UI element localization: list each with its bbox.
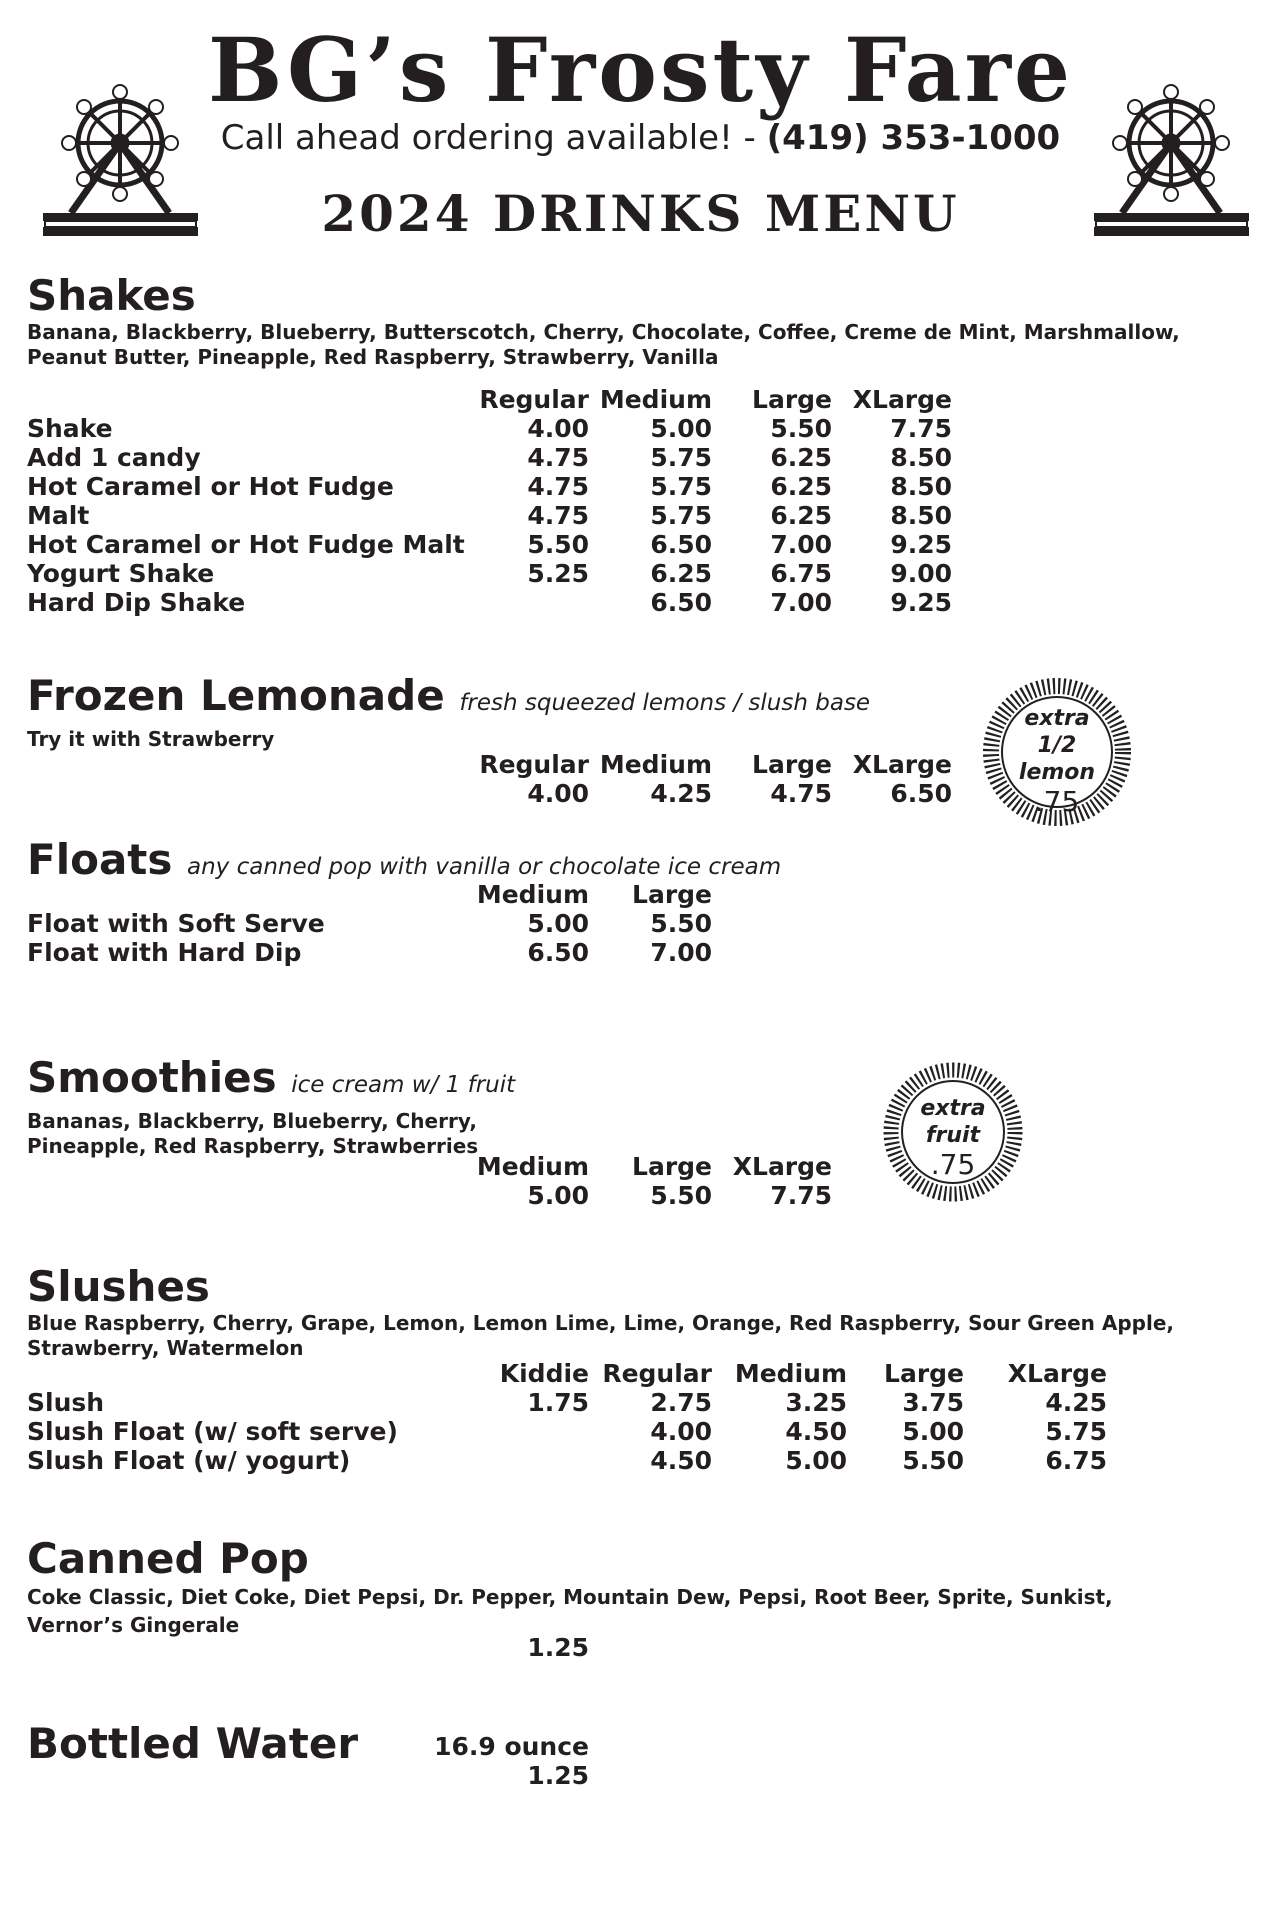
- price: 4.25: [650, 779, 712, 808]
- price: 5.75: [650, 472, 712, 501]
- price: 6.50: [650, 588, 712, 617]
- price: 7.00: [650, 938, 712, 967]
- price: 4.00: [527, 779, 589, 808]
- price: 6.25: [770, 472, 832, 501]
- price: 7.00: [770, 588, 832, 617]
- ferris-wheel-icon: [43, 78, 198, 238]
- price: 8.50: [890, 443, 952, 472]
- price: 4.75: [770, 779, 832, 808]
- price: 5.50: [527, 530, 589, 559]
- badge-line: 1/2: [1037, 733, 1077, 758]
- item-name: Hot Caramel or Hot Fudge Malt: [27, 530, 465, 559]
- lemonade-section: [27, 672, 1027, 752]
- call-ahead-text: Call ahead ordering available! -: [220, 118, 767, 158]
- price: 5.00: [902, 1417, 964, 1446]
- size-medium: Medium: [599, 385, 712, 414]
- item-name: Hard Dip Shake: [27, 588, 246, 617]
- item-name: Malt: [27, 501, 90, 530]
- price: 9.00: [890, 559, 952, 588]
- price: 6.50: [650, 530, 712, 559]
- price: 5.75: [650, 443, 712, 472]
- price: 1.75: [527, 1388, 589, 1417]
- slushes-section: [27, 1263, 1257, 1361]
- price: 5.75: [1045, 1417, 1107, 1446]
- badge-line: fruit: [925, 1123, 981, 1148]
- slushes-flavors-line1: Blue Raspberry, Cherry, Grape, Lemon, Lemon Lime, Lime, Orange, Red Raspberry, Sour Green Apple,: [27, 1311, 1175, 1335]
- badge-line: extra: [1024, 706, 1090, 731]
- price: 1.25: [527, 1761, 589, 1790]
- shakes-heading: Shakes: [27, 271, 196, 320]
- shakes-flavors-line1: Banana, Blackberry, Blueberry, Butterscotch, Cherry, Chocolate, Coffee, Creme de Mint, Marshmallow,: [27, 320, 1180, 344]
- item-name: Slush Float (w/ soft serve): [27, 1417, 398, 1446]
- restaurant-title: BG’s Frosty Fare: [208, 18, 1073, 122]
- price: 4.00: [650, 1417, 712, 1446]
- size-xlarge: XLarge: [732, 1152, 832, 1181]
- water-size: 16.9 ounce: [434, 1732, 589, 1761]
- pop-price-row: [27, 1633, 1257, 1662]
- price: 1.25: [527, 1633, 589, 1662]
- size-medium: Medium: [734, 1359, 847, 1388]
- pop-section: [27, 1535, 1257, 1639]
- menu-row: [27, 1181, 1257, 1210]
- size-medium: Medium: [476, 1152, 589, 1181]
- smoothies-size-header: [27, 1152, 1257, 1181]
- pop-list-line1: Coke Classic, Diet Coke, Diet Pepsi, Dr. Pepper, Mountain Dew, Pepsi, Root Beer, Sprite, Sunkist,: [27, 1585, 1113, 1609]
- slushes-flavors-line2: Strawberry, Watermelon: [27, 1336, 304, 1360]
- badge-price: .75: [930, 1148, 976, 1181]
- item-name: Slush: [27, 1388, 105, 1417]
- size-xlarge: XLarge: [852, 750, 952, 779]
- item-name: Slush Float (w/ yogurt): [27, 1446, 351, 1475]
- smoothies-flavors-line1: Bananas, Blackberry, Blueberry, Cherry,: [27, 1109, 477, 1133]
- size-large: Large: [884, 1359, 964, 1388]
- lemonade-tagline: fresh squeezed lemons / slush base: [459, 690, 871, 716]
- price: 4.50: [785, 1417, 847, 1446]
- size-xlarge: XLarge: [852, 385, 952, 414]
- size-medium: Medium: [476, 880, 589, 909]
- price: 9.25: [890, 588, 952, 617]
- shakes-section: [27, 272, 1257, 370]
- pop-list-line2: Vernor’s Gingerale: [27, 1613, 240, 1637]
- price: 7.00: [770, 530, 832, 559]
- size-large: Large: [632, 1152, 712, 1181]
- price: 4.25: [1045, 1388, 1107, 1417]
- price: 8.50: [890, 501, 952, 530]
- shakes-flavors-line2: Peanut Butter, Pineapple, Red Raspberry, Strawberry, Vanilla: [27, 345, 719, 369]
- badge-line: extra: [920, 1096, 986, 1121]
- price: 4.75: [527, 443, 589, 472]
- smoothies-tagline: ice cream w/ 1 fruit: [291, 1072, 516, 1098]
- price: 6.50: [890, 779, 952, 808]
- lemonade-note: Try it with Strawberry: [27, 727, 275, 751]
- water-size-header: [27, 1732, 1257, 1761]
- size-xlarge: XLarge: [1007, 1359, 1107, 1388]
- price: 4.75: [527, 501, 589, 530]
- menu-row: [27, 1761, 1257, 1790]
- price: 5.00: [527, 1181, 589, 1210]
- price: 5.50: [650, 1181, 712, 1210]
- price: 4.00: [527, 414, 589, 443]
- size-regular: Regular: [479, 385, 589, 414]
- extra-lemon-badge: [982, 677, 1132, 827]
- price: 5.00: [527, 909, 589, 938]
- menu-row: [27, 938, 1257, 967]
- price: 6.75: [1045, 1446, 1107, 1475]
- menu-row: [27, 501, 1257, 530]
- price: 9.25: [890, 530, 952, 559]
- price: 6.25: [650, 559, 712, 588]
- size-large: Large: [752, 385, 832, 414]
- phone-number[interactable]: (419) 353-1000: [766, 118, 1061, 158]
- price: 4.75: [527, 472, 589, 501]
- size-large: Large: [632, 880, 712, 909]
- item-name: Hot Caramel or Hot Fudge: [27, 472, 394, 501]
- menu-row: [27, 472, 1257, 501]
- price: 6.25: [770, 443, 832, 472]
- ferris-wheel-icon: [1094, 78, 1249, 238]
- slushes-heading: Slushes: [27, 1262, 210, 1311]
- price: 5.25: [527, 559, 589, 588]
- menu-row: [27, 530, 1257, 559]
- menu-row: [27, 443, 1257, 472]
- price: 7.75: [770, 1181, 832, 1210]
- price: 7.75: [890, 414, 952, 443]
- price: 3.75: [902, 1388, 964, 1417]
- item-name: Float with Soft Serve: [27, 909, 325, 938]
- lemonade-heading: Frozen Lemonade: [27, 671, 445, 720]
- menu-row: [27, 414, 1257, 443]
- size-regular: Regular: [479, 750, 589, 779]
- menu-row: [27, 1417, 1257, 1446]
- price: 6.25: [770, 501, 832, 530]
- price: 3.25: [785, 1388, 847, 1417]
- price: 5.75: [650, 501, 712, 530]
- badge-price: .75: [1034, 785, 1080, 818]
- price: 5.50: [902, 1446, 964, 1475]
- size-large: Large: [752, 750, 832, 779]
- item-name: Add 1 candy: [27, 443, 201, 472]
- floats-size-header: [27, 880, 1257, 909]
- price: 4.50: [650, 1446, 712, 1475]
- item-name: Shake: [27, 414, 113, 443]
- menu-row: [27, 559, 1257, 588]
- menu-row: [27, 1446, 1257, 1475]
- price: 2.75: [650, 1388, 712, 1417]
- menu-row: [27, 588, 1257, 617]
- smoothies-heading: Smoothies: [27, 1053, 277, 1102]
- smoothies-section: [27, 1054, 927, 1159]
- item-name: Float with Hard Dip: [27, 938, 302, 967]
- price: 5.00: [650, 414, 712, 443]
- price: 5.50: [650, 909, 712, 938]
- price: 5.50: [770, 414, 832, 443]
- extra-fruit-badge: [883, 1062, 1023, 1202]
- size-kiddie: Kiddie: [499, 1359, 589, 1388]
- floats-heading: Floats: [27, 835, 173, 884]
- size-medium: Medium: [599, 750, 712, 779]
- menu-row: [27, 909, 1257, 938]
- badge-line: lemon: [1018, 760, 1096, 785]
- water-heading: Bottled Water: [27, 1719, 359, 1768]
- price: 8.50: [890, 472, 952, 501]
- smoothies-flavors-line2: Pineapple, Red Raspberry, Strawberries: [27, 1134, 479, 1158]
- pop-heading: Canned Pop: [27, 1534, 309, 1583]
- slushes-size-header: [27, 1359, 1257, 1388]
- shakes-size-header: [27, 385, 1257, 414]
- floats-tagline: any canned pop with vanilla or chocolate ice cream: [186, 854, 782, 880]
- menu-row: [27, 1388, 1257, 1417]
- price: 5.00: [785, 1446, 847, 1475]
- price: 6.75: [770, 559, 832, 588]
- item-name: Yogurt Shake: [27, 559, 215, 588]
- menu-title: 2024 DRINKS MENU: [321, 184, 960, 243]
- size-regular: Regular: [602, 1359, 712, 1388]
- price: 6.50: [527, 938, 589, 967]
